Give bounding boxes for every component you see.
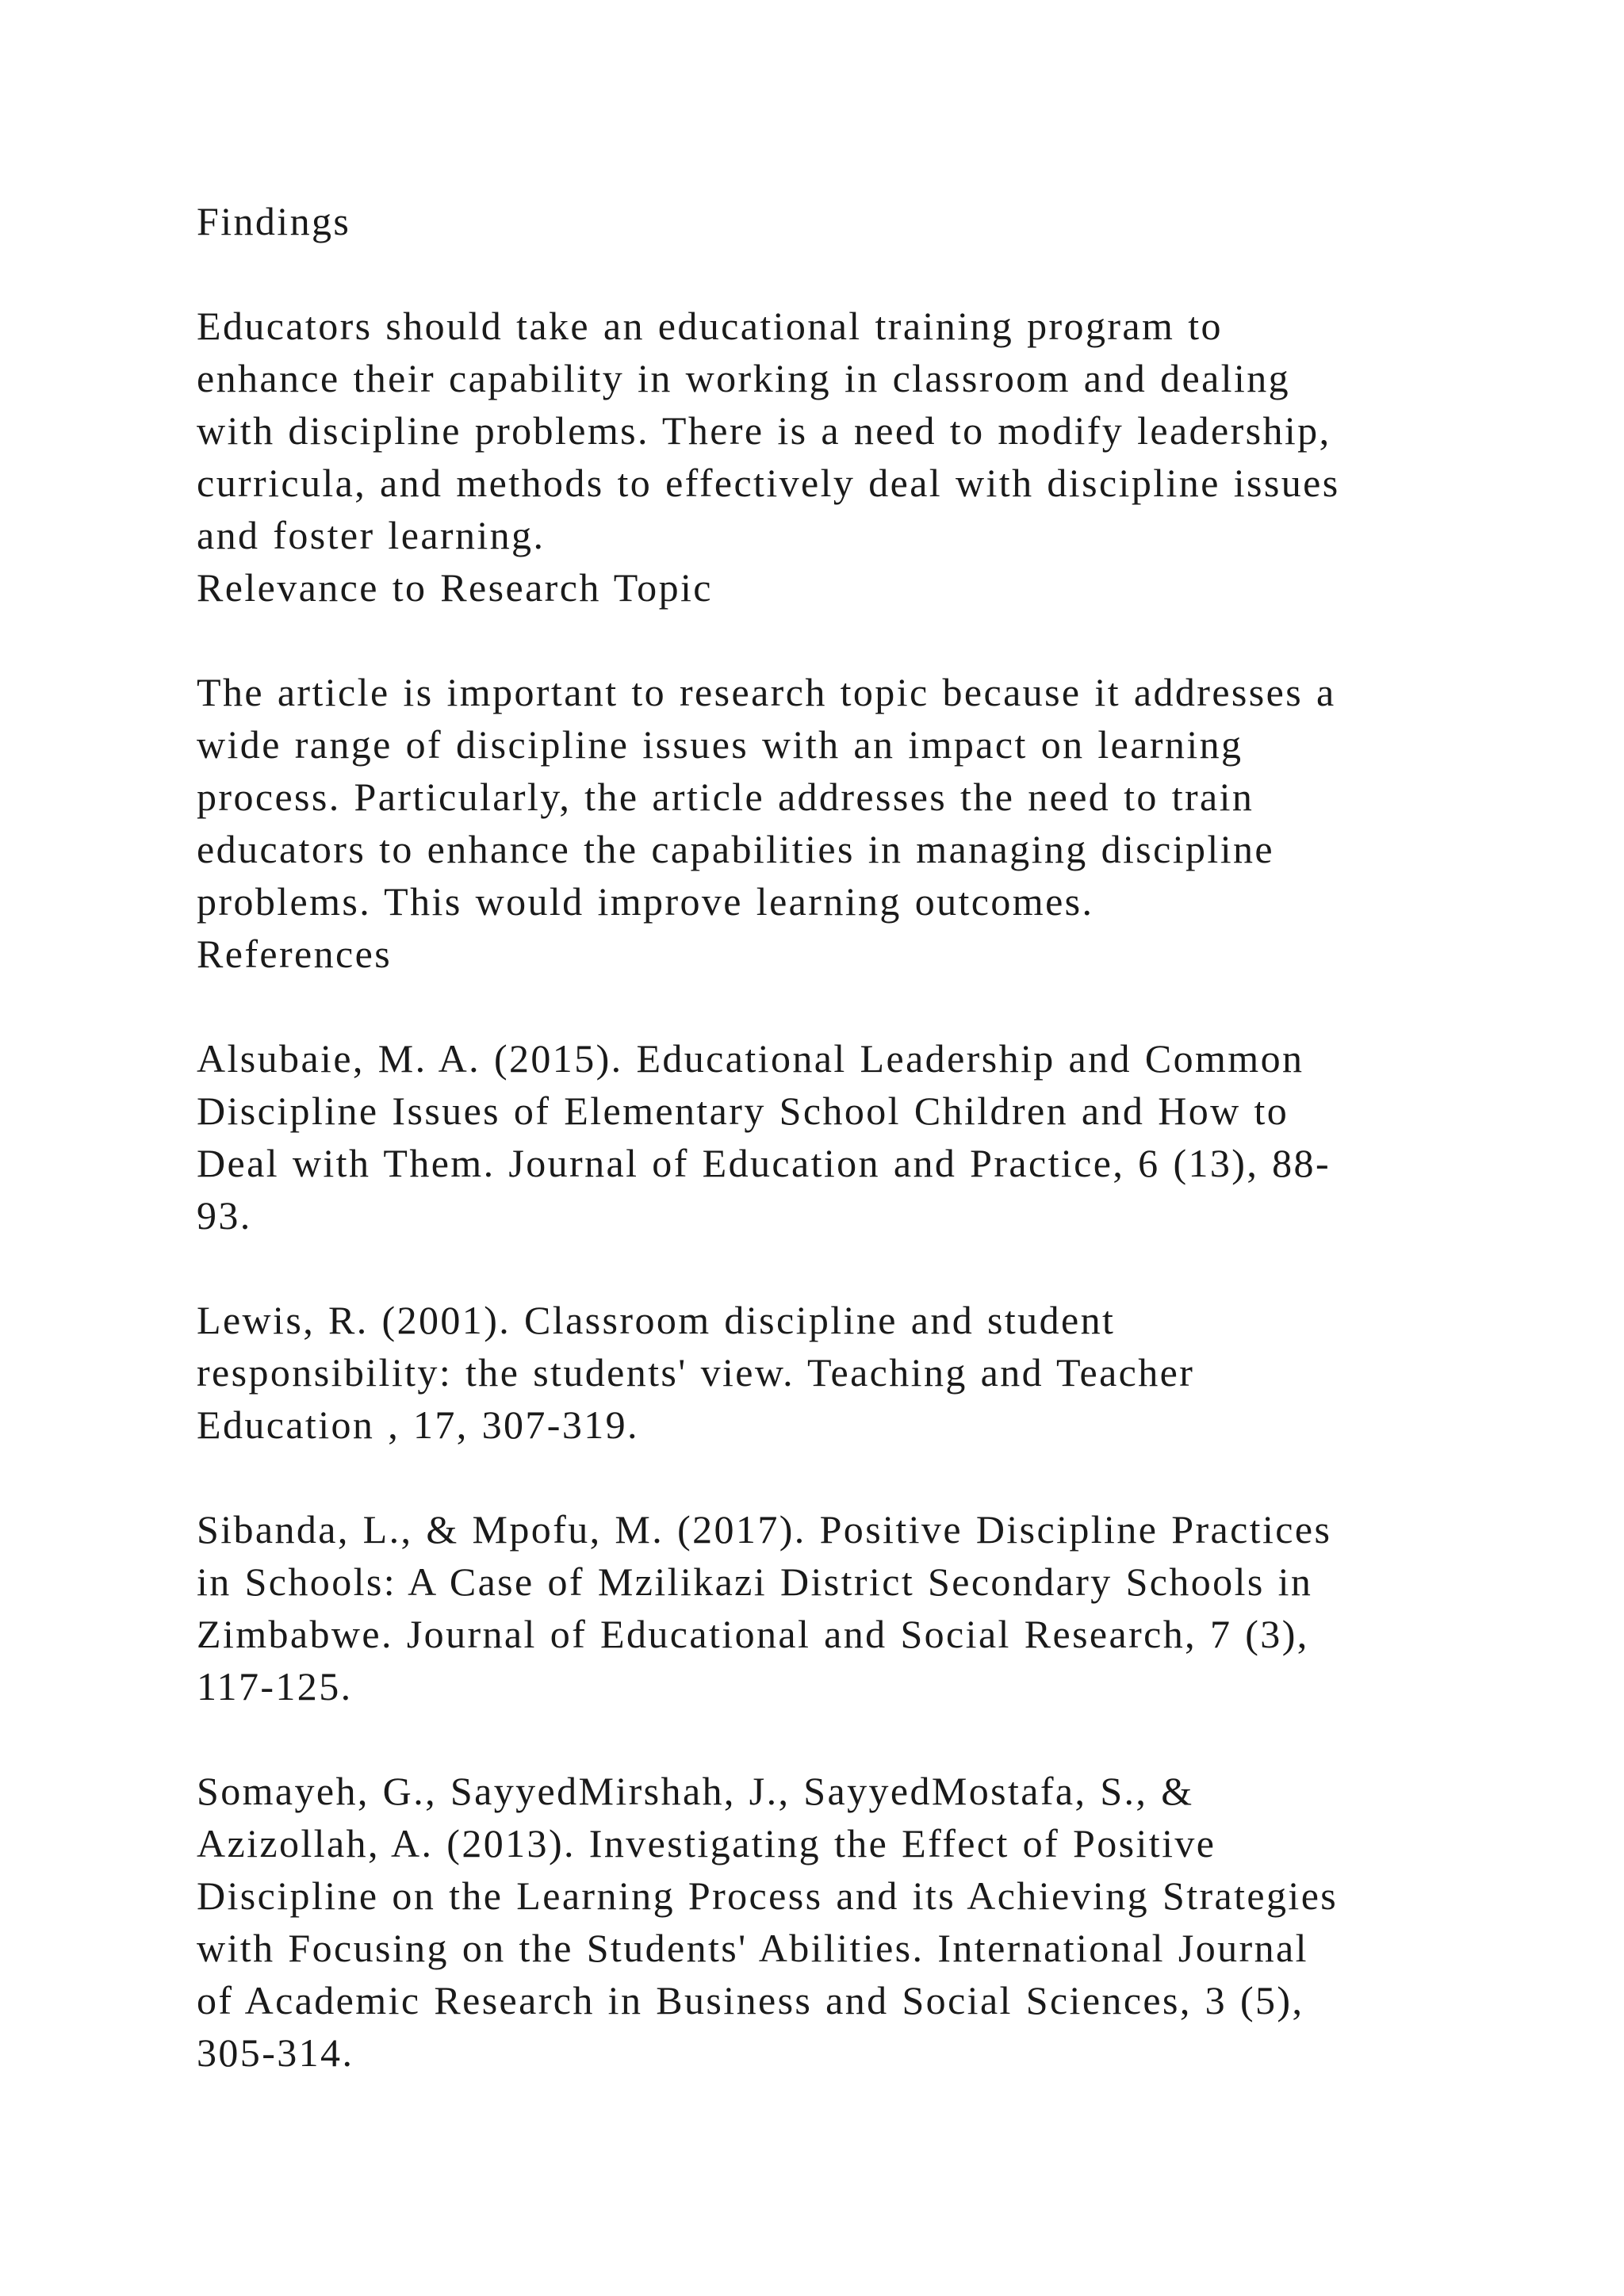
paragraph-line: enhance their capability in working in classroom and dealing bbox=[197, 356, 1291, 400]
reference-line: Alsubaie, M. A. (2015). Educational Leadership and Common bbox=[197, 1036, 1304, 1081]
blank-line bbox=[197, 247, 1529, 300]
reference-line: Lewis, R. (2001). Classroom discipline and student bbox=[197, 1298, 1116, 1342]
reference-line: 93. bbox=[197, 1193, 252, 1238]
paragraph-line: problems. This would improve learning outcomes. bbox=[197, 879, 1094, 924]
reference-line: 117-125. bbox=[197, 1664, 353, 1709]
paragraph-line: with discipline problems. There is a need to modify leadership, bbox=[197, 408, 1331, 453]
reference-line: Zimbabwe. Journal of Educational and Social Research, 7 (3), bbox=[197, 1612, 1309, 1656]
reference-line: in Schools: A Case of Mzilikazi District Secondary Schools in bbox=[197, 1559, 1313, 1604]
reference-line: Discipline Issues of Elementary School Children and How to bbox=[197, 1089, 1289, 1133]
paragraph-line: and foster learning. bbox=[197, 513, 546, 557]
blank-line bbox=[197, 1242, 1529, 1294]
reference-line: with Focusing on the Students' Abilities. International Journal bbox=[197, 1926, 1308, 1970]
blank-line bbox=[197, 1451, 1529, 1503]
reference-line: Discipline on the Learning Process and its Achieving Strategies bbox=[197, 1873, 1339, 1918]
reference-line: of Academic Research in Business and Social Sciences, 3 (5), bbox=[197, 1978, 1304, 2022]
reference-line: Deal with Them. Journal of Education and Practice, 6 (13), 88- bbox=[197, 1141, 1331, 1185]
paragraph-line: educators to enhance the capabilities in managing discipline bbox=[197, 827, 1274, 871]
document-body bbox=[197, 195, 1529, 2079]
paragraph-line: The article is important to research topic because it addresses a bbox=[197, 670, 1336, 714]
paragraph-line: Educators should take an educational training program to bbox=[197, 304, 1223, 348]
blank-line bbox=[197, 614, 1529, 666]
reference-line: Sibanda, L., & Mpofu, M. (2017). Positive Discipline Practices bbox=[197, 1507, 1332, 1552]
section-heading-findings: Findings bbox=[197, 199, 351, 243]
paragraph-line: process. Particularly, the article addresses the need to train bbox=[197, 775, 1254, 819]
reference-line: Azizollah, A. (2013). Investigating the Effect of Positive bbox=[197, 1821, 1216, 1866]
reference-line: Somayeh, G., SayyedMirshah, J., SayyedMostafa, S., & bbox=[197, 1769, 1194, 1813]
paragraph-line: wide range of discipline issues with an impact on learning bbox=[197, 722, 1243, 767]
section-heading-relevance: Relevance to Research Topic bbox=[197, 565, 713, 610]
reference-line: responsibility: the students' view. Teaching and Teacher bbox=[197, 1350, 1195, 1395]
reference-line: Education , 17, 307-319. bbox=[197, 1402, 639, 1447]
blank-line bbox=[197, 980, 1529, 1032]
blank-line bbox=[197, 1712, 1529, 1765]
section-heading-references: References bbox=[197, 932, 393, 976]
paragraph-line: curricula, and methods to effectively deal with discipline issues bbox=[197, 461, 1340, 505]
reference-line: 305-314. bbox=[197, 2030, 354, 2075]
